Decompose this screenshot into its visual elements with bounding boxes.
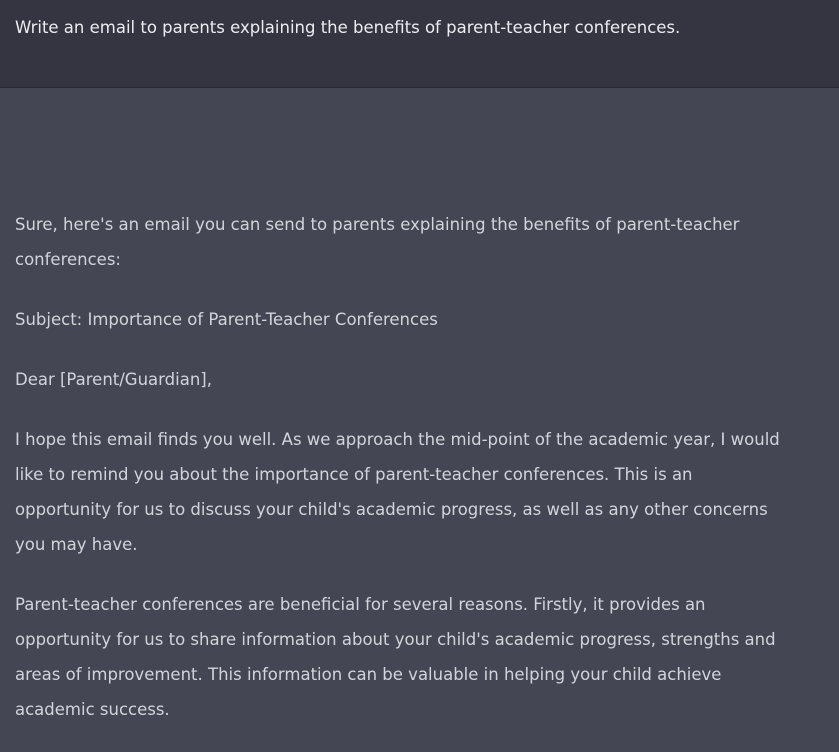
paragraph-line: Sure, here's an email you can send to parents explaining the benefits of parent-teacher (15, 215, 740, 234)
response-paragraph (15, 362, 780, 397)
assistant-response (15, 207, 780, 752)
response-paragraph (15, 587, 780, 727)
paragraph-line: opportunity for us to discuss your child's academic progress, as well as any other concerns (15, 500, 768, 519)
paragraph-line: academic success. (15, 700, 170, 719)
paragraph-line: you may have. (15, 535, 138, 554)
paragraph-line: Subject: Importance of Parent-Teacher Conferences (15, 310, 438, 329)
paragraph-line: Dear [Parent/Guardian], (15, 370, 212, 389)
paragraph-line: areas of improvement. This information can be valuable in helping your child achieve (15, 665, 722, 684)
paragraph-line: conferences: (15, 250, 121, 269)
paragraph-line: Parent-teacher conferences are beneficial for several reasons. Firstly, it provides an (15, 595, 706, 614)
user-message-row (0, 0, 839, 88)
paragraph-line: opportunity for us to share information about your child's academic progress, strengths and (15, 630, 776, 649)
response-paragraph (15, 302, 780, 337)
response-paragraph (15, 207, 780, 277)
paragraph-line: like to remind you about the importance of parent-teacher conferences. This is an (15, 465, 693, 484)
paragraph-line: I hope this email finds you well. As we approach the mid-point of the academic year, I would (15, 430, 780, 449)
response-paragraph (15, 422, 780, 562)
user-message-text: Write an email to parents explaining the benefits of parent-teacher conferences. (15, 18, 681, 37)
